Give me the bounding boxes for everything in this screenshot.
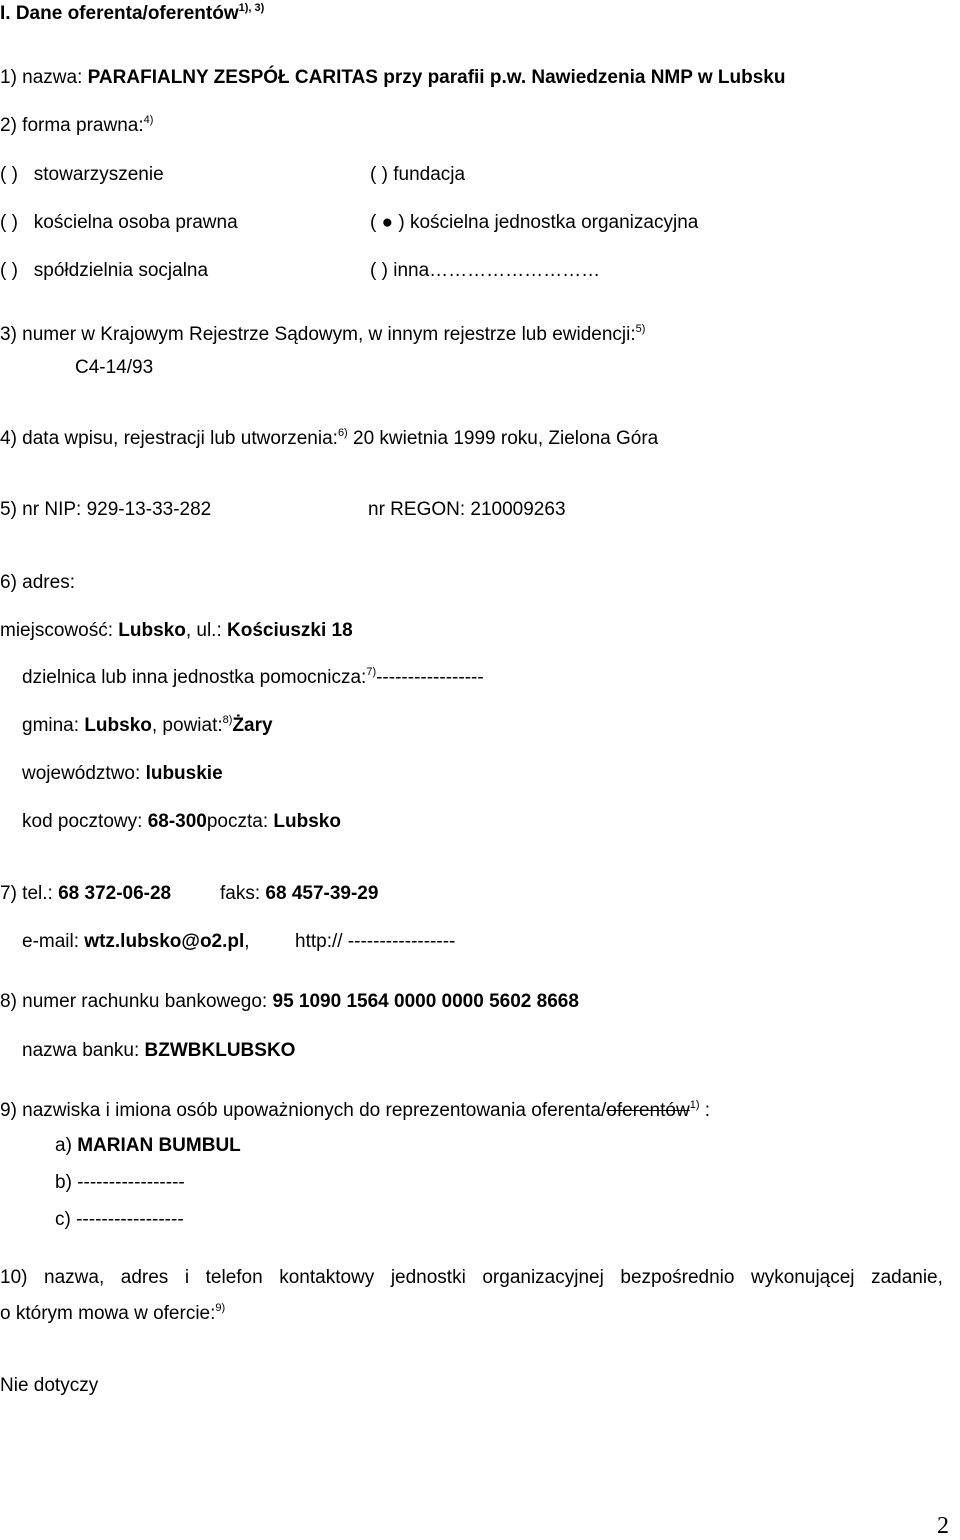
- radio-mark: ( ): [370, 260, 388, 281]
- page-number: 2: [937, 1513, 949, 1539]
- q6-label: 6) adres:: [0, 572, 75, 593]
- address-miejscowosc: miejscowość: Lubsko, ul.: Kościuszki 18: [0, 620, 353, 641]
- representative-b: b) -----------------: [55, 1172, 185, 1193]
- regon: nr REGON: 210009263: [368, 499, 566, 520]
- q10-answer: Nie dotyczy: [0, 1375, 99, 1396]
- address-gmina: gmina: Lubsko, powiat:$^{8)}$Żary: [22, 713, 273, 736]
- option-koscielna-osoba-prawna[interactable]: ( ) kościelna osoba prawna: [0, 212, 238, 233]
- q10-label-line2: o którym mowa w ofercie:$^{9)}$: [0, 1301, 226, 1324]
- q3-value: C4-14/93: [75, 357, 154, 378]
- website: http:// -----------------: [295, 931, 456, 952]
- radio-mark: ( ): [370, 164, 388, 185]
- radio-mark: ( ): [0, 212, 18, 233]
- q1-label: 1) nazwa:: [0, 67, 83, 88]
- radio-mark: ( ): [0, 260, 18, 281]
- radio-mark-selected: ( ● ): [370, 212, 405, 233]
- radio-mark: ( ): [0, 164, 18, 185]
- bank-account: 8) numer rachunku bankowego: 95 1090 1564 0000 0000 5602 8668: [0, 991, 579, 1012]
- email: e-mail: wtz.lubsko@o2.pl,: [22, 931, 250, 952]
- q1-value: PARAFIALNY ZESPÓŁ CARITAS przy parafii p.w. Nawiedzenia NMP w Lubsku: [87, 67, 786, 88]
- q4-value: 20 kwietnia 1999 roku, Zielona Góra: [353, 428, 659, 449]
- q2-label: 2) forma prawna:$^{4)}$: [0, 113, 154, 136]
- address-kod: kod pocztowy: 68-300poczta: Lubsko: [22, 811, 341, 832]
- representative-a: a) MARIAN BUMBUL: [55, 1135, 241, 1156]
- option-spoldzielnia-socjalna[interactable]: ( ) spółdzielnia socjalna: [0, 260, 209, 281]
- q4-line: 4) data wpisu, rejestracji lub utworzenia:$^{6)}$ 20 kwietnia 1999 roku, Zielona Góra: [0, 426, 659, 449]
- option-stowarzyszenie[interactable]: ( ) stowarzyszenie: [0, 164, 164, 185]
- fax: faks: 68 457-39-29: [220, 883, 379, 904]
- option-inna[interactable]: ( ) inna………………………: [370, 260, 601, 281]
- q1-line: [0, 68, 785, 87]
- phone: 7) tel.: 68 372-06-28: [0, 883, 172, 904]
- address-dzielnica: dzielnica lub inna jednostka pomocnicza:$^{7)}$-----------------: [22, 665, 484, 688]
- section-title: I. Dane oferenta/oferentów$^{1), 3)}$: [0, 1, 265, 24]
- q10-label-line1: 10) nazwa, adres i telefon kontaktowy jednostki organizacyjnej bezpośrednio wykonującej zadanie,: [0, 1267, 943, 1288]
- representative-c: c) -----------------: [55, 1209, 184, 1230]
- q3-label: 3) numer w Krajowym Rejestrze Sądowym, w innym rejestrze lub ewidencji:$^{5)}$: [0, 322, 646, 345]
- option-koscielna-jednostka[interactable]: ( ● ) kościelna jednostka organizacyjna: [370, 212, 699, 233]
- nip: 5) nr NIP: 929-13-33-282: [0, 499, 212, 520]
- bank-name: nazwa banku: BZWBKLUBSKO: [22, 1040, 296, 1061]
- option-fundacja[interactable]: ( ) fundacja: [370, 164, 466, 185]
- q9-label: 9) nazwiska i imiona osób upoważnionych do reprezentowania oferenta/oferentów$^{1)}$ :: [0, 1098, 711, 1121]
- address-wojewodztwo: województwo: lubuskie: [22, 763, 223, 784]
